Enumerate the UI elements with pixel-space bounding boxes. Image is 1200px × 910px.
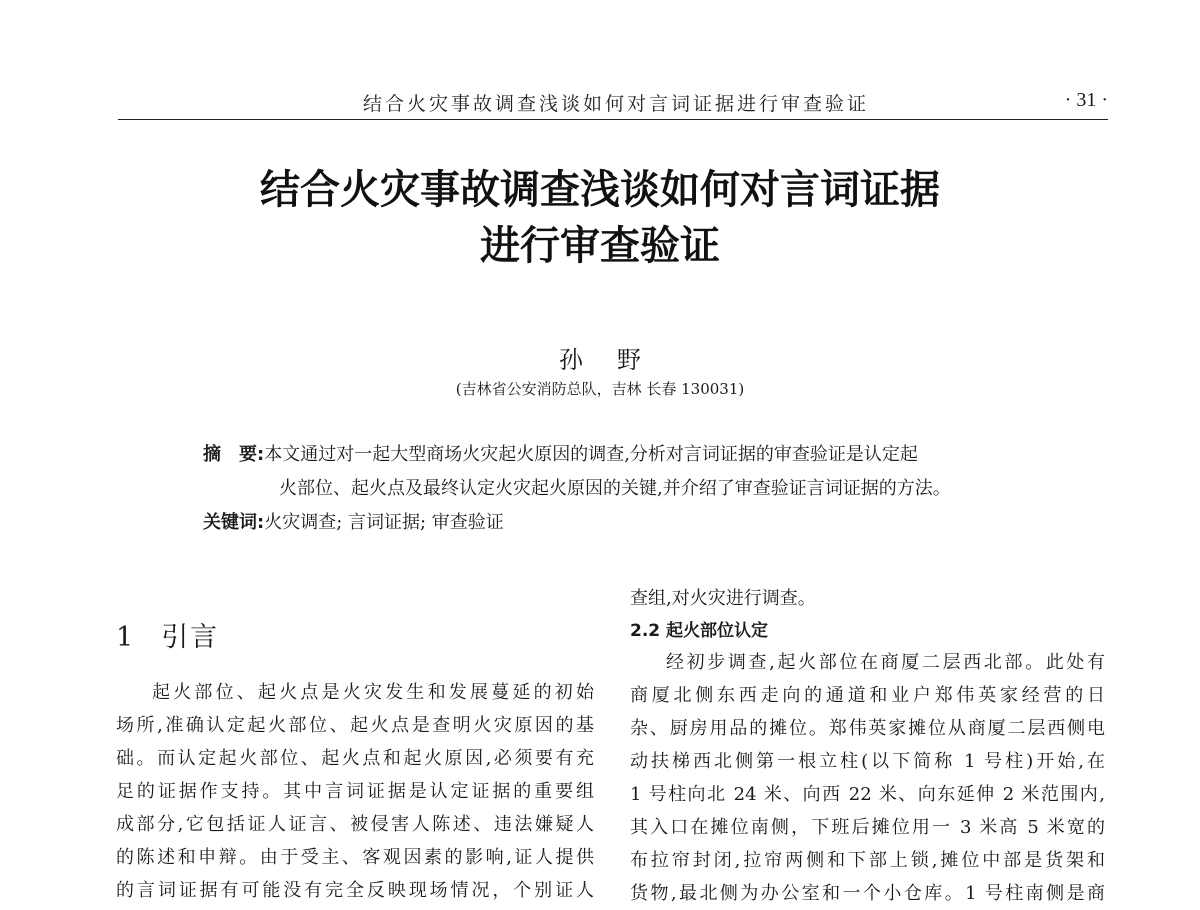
body-line: 经初步调查,起火部位在商厦二层西北部。此处有	[666, 652, 1105, 673]
running-header	[118, 85, 1108, 120]
section-1-number: 1	[116, 622, 136, 653]
body-line: 商厦北侧东西走向的通道和业户郑伟英家经营的日	[630, 685, 1105, 706]
body-line: 1 号柱向北 24 米、向西 22 米、向东延伸 2 米范围内,	[630, 784, 1105, 805]
keywords-label: 关键词:	[203, 512, 265, 533]
subsection-2-2-heading: 2.2 起火部位认定	[630, 621, 769, 641]
abstract-first-line	[203, 438, 1033, 472]
left-column-heading	[116, 580, 594, 654]
running-title: 结合火灾事故调查浅谈如何对言词证据进行审查验证	[363, 93, 870, 115]
body-line: 杂、厨房用品的摊位。郑伟英家摊位从商厦二层西侧电	[630, 718, 1105, 739]
article-title-line-2: 进行审查验证	[480, 223, 720, 269]
keywords-text: 火灾调查; 言词证据; 审查验证	[264, 512, 504, 533]
body-line: 货物,最北侧为办公室和一个小仓库。1 号柱南侧是商	[630, 883, 1105, 904]
author-name: 孙野	[559, 346, 675, 374]
author-affiliation: (吉林省公安消防总队，吉林 长春 130031)	[455, 380, 745, 398]
body-line: 成部分,它包括证人证言、被侵害人陈述、违法嫌疑人	[116, 814, 594, 835]
page-number: · 31 ·	[1064, 89, 1108, 111]
body-line: 动扶梯西北侧第一根立柱(以下简称 1 号柱)开始,在	[630, 751, 1105, 772]
keywords-line	[203, 506, 1033, 540]
section-1-heading	[116, 615, 594, 654]
section-1-title: 引言	[161, 622, 220, 653]
body-line: 其入口在摊位南侧，下班后摊位用一 3 米高 5 米宽的	[630, 817, 1105, 838]
body-line: 础。而认定起火部位、起火点和起火原因,必须要有充	[116, 748, 594, 769]
abstract-block	[203, 438, 1033, 540]
abstract-text-line-1: 本文通过对一起大型商场火灾起火原因的调查,分析对言词证据的审查验证是认定起	[264, 444, 918, 465]
article-title-line-1: 结合火灾事故调查浅谈如何对言词证据	[260, 167, 940, 213]
section-1-body	[116, 676, 594, 907]
subsection-2-2-body	[630, 646, 1105, 910]
body-line: 足的证据作支持。其中言词证据是认定证据的重要组	[116, 781, 594, 802]
body-line: 的言词证据有可能没有完全反映现场情况，个别证人	[116, 880, 594, 901]
abstract-text-line-2: 火部位、起火点及最终认定火灾起火原因的关键,并介绍了审查验证言词证据的方法。	[279, 478, 951, 499]
body-line: 的陈述和申辩。由于受主、客观因素的影响,证人提供	[116, 847, 594, 868]
right-column-continuation: 查组,对火灾进行调查。	[630, 588, 816, 609]
abstract-label: 摘 要:	[203, 444, 265, 465]
body-line: 起火部位、起火点是火灾发生和发展蔓延的初始	[152, 682, 594, 703]
body-line: 场所,准确认定起火部位、起火点是查明火灾原因的基	[116, 715, 594, 736]
body-line: 布拉帘封闭,拉帘两侧和下部上锁,摊位中部是货架和	[630, 850, 1105, 871]
